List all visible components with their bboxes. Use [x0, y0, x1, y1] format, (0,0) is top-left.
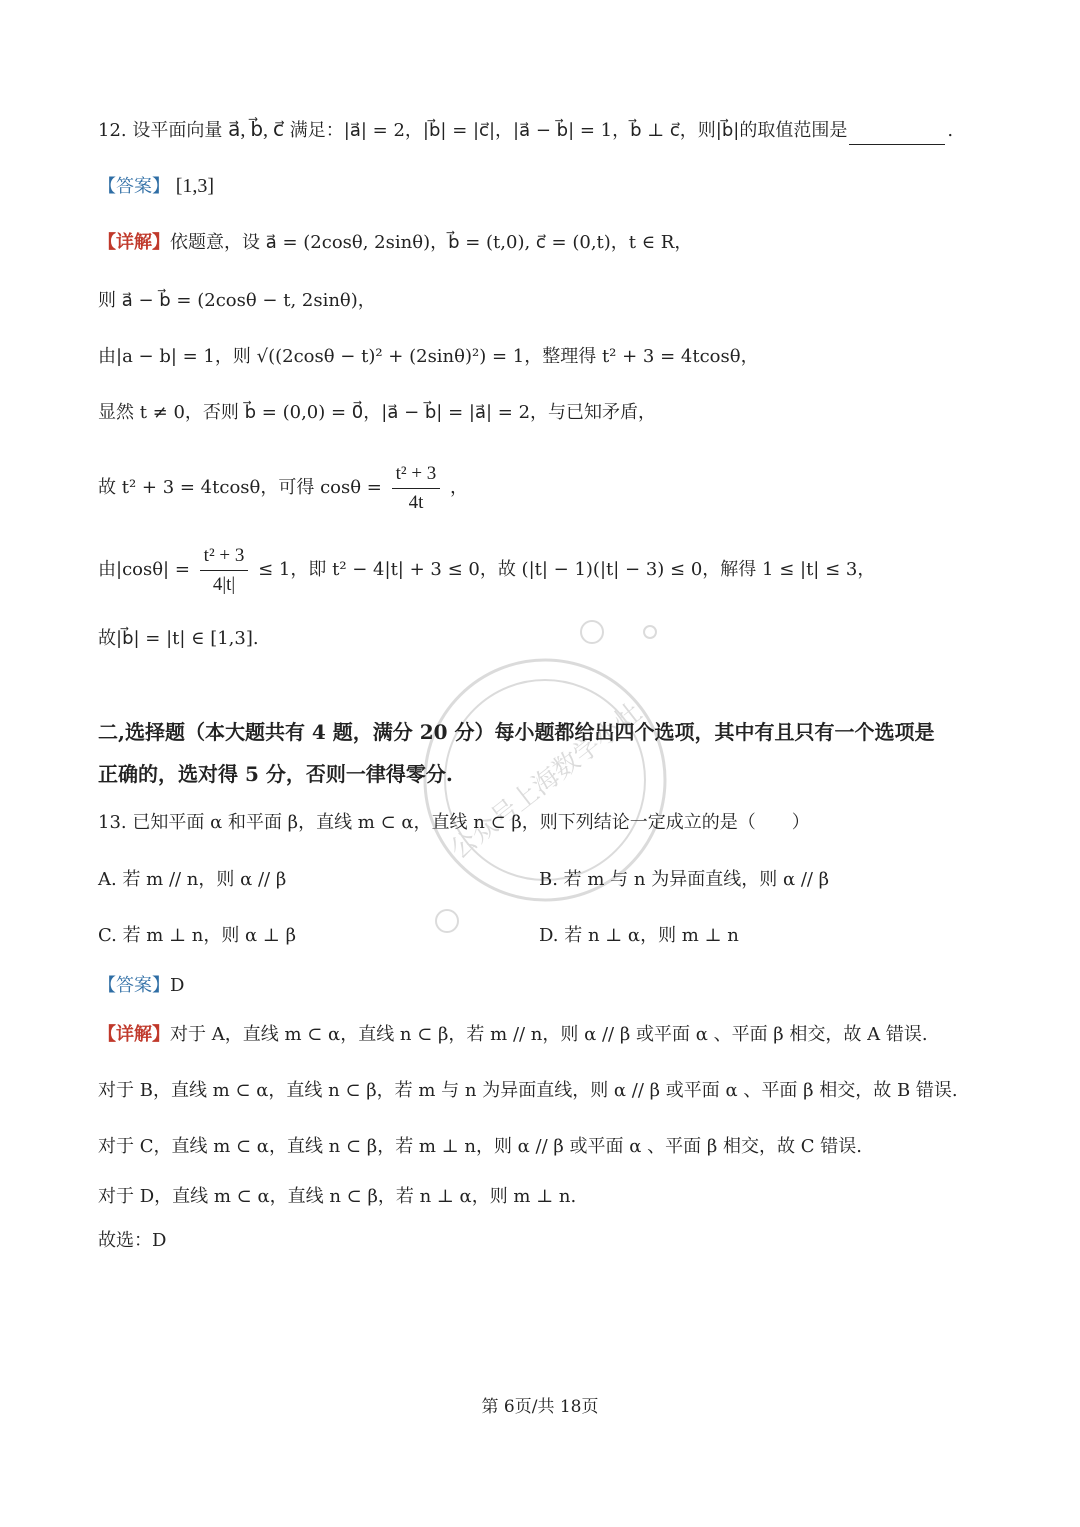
detail-tag: 【详解】 — [98, 232, 170, 253]
svg-text:公众号上海数学小灶: 公众号上海数学小灶 — [444, 697, 648, 866]
detail-text: 故 t² + 3 = 4tcosθ，可得 cosθ = — [98, 477, 382, 498]
section-heading-cont: 正确的，选对得 5 分，否则一律得零分. — [98, 762, 453, 786]
answer-blank — [849, 126, 945, 145]
fraction — [392, 461, 441, 516]
q12-detail-line-5 — [98, 458, 468, 518]
fraction-denominator: 4|t| — [212, 573, 236, 595]
q12-stem-conditions: 满足：|a⃗| = 2，|b⃗| = |c⃗|，|a⃗ − b⃗| = 1，b⃗ ⊥ c⃗，则|b⃗|的取值范围是 — [289, 120, 848, 141]
decorative-circle-icon — [433, 907, 463, 937]
fraction-numerator: t² + 3 — [200, 543, 249, 571]
section-heading: 二,选择题（本大题共有 4 题，满分 20 分）每小题都给出四个选项，其中有且只有一个选项是 — [98, 720, 935, 744]
q12-stem — [98, 116, 953, 145]
fraction — [200, 543, 249, 598]
q13-stem: 13. 已知平面 α 和平面 β，直线 m ⊂ α，直线 n ⊂ β，则下列结论一定成立的是（ ） — [98, 812, 810, 833]
q12-detail-line-7: 故|b⃗| = |t| ∈ [1,3]. — [98, 628, 259, 649]
detail-text: 由|cosθ| = — [98, 559, 190, 580]
option-c: C. 若 m ⊥ n，则 α ⊥ β — [98, 925, 296, 946]
detail-tag: 【详解】 — [98, 1024, 170, 1045]
fraction-numerator: t² + 3 — [392, 461, 441, 489]
detail-text: 对于 A，直线 m ⊂ α，直线 n ⊂ β，若 m // n，则 α // β 或平面 α 、平面 β 相交，故 A 错误. — [170, 1024, 928, 1045]
q12-detail-line-3: 由|a − b| = 1，则 √((2cosθ − t)² + (2sinθ)²) = 1，整理得 t² + 3 = 4tcosθ， — [98, 346, 759, 367]
q13-detail-line-1 — [98, 1021, 928, 1049]
page-number-footer: 第 6页/共 18页 — [481, 1397, 599, 1417]
q13-detail-line-2: 对于 B，直线 m ⊂ α，直线 n ⊂ β，若 m 与 n 为异面直线，则 α // β 或平面 α 、平面 β 相交，故 B 错误. — [98, 1080, 958, 1101]
option-b: B. 若 m 与 n 为异面直线，则 α // β — [539, 869, 830, 890]
detail-text: ， — [450, 477, 469, 498]
answer-tag: 【答案】 — [98, 176, 170, 197]
q12-detail-line-1 — [98, 229, 692, 257]
q12-detail-line-6 — [98, 540, 875, 600]
q12-detail-line-2: 则 a⃗ − b⃗ = (2cosθ − t, 2sinθ)， — [98, 290, 376, 311]
option-d: D. 若 n ⊥ α，则 m ⊥ n — [539, 925, 739, 946]
q12-answer — [98, 172, 214, 201]
answer-tag: 【答案】 — [98, 975, 170, 996]
q12-stem-vectors: a⃗, b⃗, c⃗ — [228, 119, 285, 141]
decorative-circle-icon — [578, 618, 668, 648]
detail-text: 依题意，设 a⃗ = (2cosθ, 2sinθ)，b⃗ = (t,0), c⃗ = (0,t)，t ∈ R， — [170, 232, 693, 253]
detail-text: ≤ 1，即 t² − 4|t| + 3 ≤ 0，故 (|t| − 1)(|t| − 3) ≤ 0，解得 1 ≤ |t| ≤ 3， — [258, 559, 876, 580]
answer-value: [1,3] — [175, 175, 215, 197]
answer-value: D — [170, 975, 185, 996]
q12-stem-end: . — [947, 120, 954, 141]
q13-conclusion: 故选：D — [98, 1230, 167, 1251]
q13-answer — [98, 972, 184, 1000]
q12-detail-line-4: 显然 t ≠ 0，否则 b⃗ = (0,0) = 0⃗，|a⃗ − b⃗| = |a⃗| = 2，与已知矛盾， — [98, 402, 657, 423]
q13-detail-line-3: 对于 C，直线 m ⊂ α，直线 n ⊂ β，若 m ⊥ n，则 α // β 或平面 α 、平面 β 相交，故 C 错误. — [98, 1136, 862, 1157]
fraction-denominator: 4t — [408, 491, 424, 513]
q12-stem-start: 12. 设平面向量 — [98, 120, 223, 141]
q13-detail-line-4: 对于 D，直线 m ⊂ α，直线 n ⊂ β，若 n ⊥ α，则 m ⊥ n. — [98, 1186, 577, 1207]
option-a: A. 若 m // n，则 α // β — [98, 869, 287, 890]
